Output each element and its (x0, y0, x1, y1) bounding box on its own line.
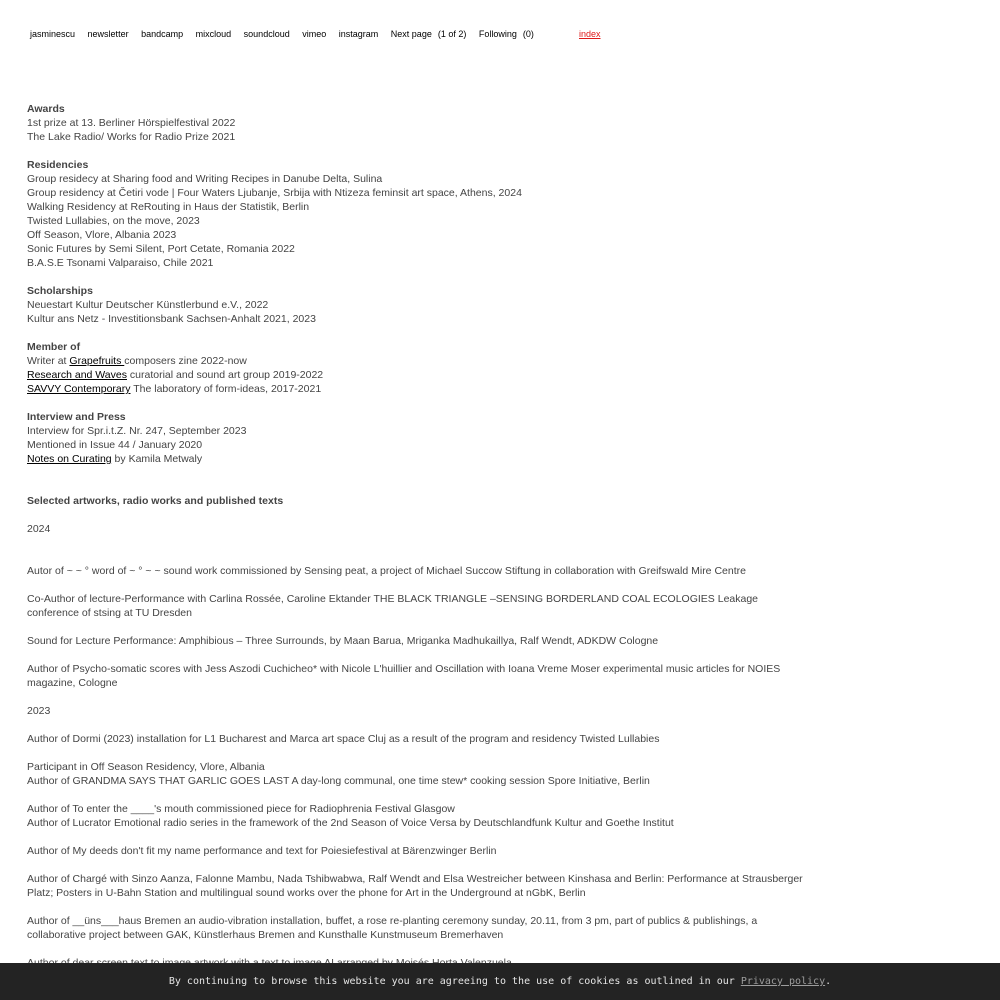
cookie-text: By continuing to browse this website you are agreeing to the use of cookies as outlined in our (168, 976, 741, 987)
scholarship-item: Kultur ans Netz - Investitionsbank Sachsen-Anhalt 2021, 2023 (27, 313, 316, 325)
nav-link-newsletter[interactable]: newsletter (87, 29, 129, 39)
savvy-contemporary-link[interactable]: SAVVY Contemporary (27, 383, 131, 395)
press-item: Mentioned in Issue 44 / January 2020 (27, 439, 203, 451)
residencies-section (27, 158, 812, 270)
press-text: by Kamila Metwaly (111, 453, 203, 465)
nav-link-mixcloud[interactable]: mixcloud (195, 29, 232, 39)
member-item (27, 368, 812, 382)
member-item (27, 354, 812, 368)
artwork-entry: Author of __üns___haus Bremen an audio-vibration installation, buffet, a rose re-planting ceremony sunday, 20.11, from 3 pm, part of publics & publishings, a collaborative project between GAK, Künstlerhaus Bremen and Kunsthalle Kunstmuseum Bremerhaven (27, 915, 758, 941)
residency-item: Group residecy at Sharing food and Writing Recipes in Danube Delta, Sulina (27, 173, 383, 185)
award-item: 1st prize at 13. Berliner Hörspielfestival 2022 (27, 117, 236, 129)
cookie-banner (0, 963, 1000, 1000)
member-text: Writer at (27, 355, 70, 367)
residency-item: Group residency at Četiri vode | Four Waters Ljubanje, Srbija with Ntizeza feminsit art space, Athens, 2024 (27, 187, 522, 199)
member-section (27, 340, 812, 396)
artworks-heading: Selected artworks, radio works and published texts (27, 495, 284, 507)
research-and-waves-link[interactable]: Research and Waves (27, 369, 127, 381)
artwork-entry: Author of Chargé with Sinzo Aanza, Falonne Mambu, Nada Tshibwabwa, Ralf Wendt and Elsa Westreicher between Kinshasa and Berlin: Performance at Strausberger Platz; Posters in U-Bahn Station and multilingual sound works over the phone for Art in the Underground at nGbK, Berlin (27, 873, 803, 899)
residency-item: Walking Residency at ReRouting in Haus der Statistik, Berlin (27, 201, 310, 213)
artwork-entry: Co-Author of lecture-Performance with Carlina Rossée, Caroline Ektander THE BLACK TRIANGLE –SENSING BORDERLAND COAL ECOLOGIES Leakage conference of stsing at TU Dresden (27, 593, 759, 619)
residency-item: Twisted Lullabies, on the move, 2023 (27, 215, 200, 227)
member-text: The laboratory of form-ideas, 2017-2021 (130, 383, 322, 395)
artwork-entry: Author of Dormi (2023) installation for L1 Bucharest and Marca art space Cluj as a result of the program and residency Twisted Lullabies (27, 733, 660, 745)
nav-link-vimeo[interactable]: vimeo (302, 29, 327, 39)
artwork-line: Author of Lucrator Emotional radio series in the framework of the 2nd Season of Voice Versa by Deutschlandfunk Kultur and Goethe Institut (27, 817, 674, 829)
member-text: composers zine 2022-now (124, 355, 247, 367)
artwork-entry: Author of My deeds don't fit my name performance and text for Poiesiefestival at Bärenzwinger Berlin (27, 845, 497, 857)
artwork-entry: Autor of ~ ~ ° word of ~ ° ~ ~ sound work commissioned by Sensing peat, a project of Michael Succow Stiftung in collaboration with Greifswald Mire Centre (27, 565, 746, 577)
nav-link-soundcloud[interactable]: soundcloud (243, 29, 290, 39)
next-page-link[interactable]: Next page (390, 29, 432, 39)
artwork-line: Author of GRANDMA SAYS THAT GARLIC GOES LAST A day-long communal, one time stew* cooking session Spore Initiative, Berlin (27, 775, 650, 787)
award-item: The Lake Radio/ Works for Radio Prize 2021 (27, 131, 236, 143)
nav-link-bandcamp[interactable]: bandcamp (141, 29, 184, 39)
press-section (27, 410, 812, 466)
residency-item: Sonic Futures by Semi Silent, Port Cetate, Romania 2022 (27, 243, 295, 255)
member-item (27, 382, 812, 396)
following-link[interactable]: Following (478, 29, 517, 39)
press-item: Interview for Spr.i.t.Z. Nr. 247, September 2023 (27, 425, 247, 437)
scholarships-section (27, 284, 812, 326)
artwork-line: Participant in Off Season Residency, Vlore, Albania (27, 761, 265, 773)
residencies-heading: Residencies (27, 159, 89, 171)
main-content (27, 102, 812, 984)
awards-section (27, 102, 812, 144)
following-count: (0) (522, 29, 534, 39)
top-navigation (30, 29, 544, 40)
residency-item: Off Season, Vlore, Albania 2023 (27, 229, 177, 241)
index-link[interactable]: index (579, 29, 601, 39)
member-text: curatorial and sound art group 2019-2022 (127, 369, 324, 381)
press-item (27, 452, 812, 466)
member-heading: Member of (27, 341, 81, 353)
residency-item: B.A.S.E Tsonami Valparaiso, Chile 2021 (27, 257, 214, 269)
year-heading-2024: 2024 (27, 523, 51, 535)
nav-link-jasminescu[interactable]: jasminescu (30, 29, 76, 39)
press-heading: Interview and Press (27, 411, 126, 423)
awards-heading: Awards (27, 103, 65, 115)
artwork-line: Author of To enter the ____'s mouth commissioned piece for Radiophrenia Festival Glasgow (27, 803, 455, 815)
page-indicator: (1 of 2) (437, 29, 467, 39)
scholarships-heading: Scholarships (27, 285, 93, 297)
nav-link-instagram[interactable]: instagram (338, 29, 379, 39)
artwork-entry: Author of Psycho-somatic scores with Jess Aszodi Cuchicheo* with Nicole L'huillier and Oscillation with Ioana Vreme Moser experimental music articles for NOIES magazine, Cologne (27, 663, 781, 689)
artwork-entry (27, 760, 812, 788)
artwork-entry: Sound for Lecture Performance: Amphibious – Three Surrounds, by Maan Barua, Mriganka Madhukaillya, Ralf Wendt, ADKDW Cologne (27, 635, 659, 647)
scholarship-item: Neuestart Kultur Deutscher Künstlerbund e.V., 2022 (27, 299, 269, 311)
cookie-text-end: . (825, 976, 832, 987)
grapefruits-link[interactable]: Grapefruits (69, 355, 125, 367)
notes-on-curating-link[interactable]: Notes on Curating (27, 453, 112, 465)
artwork-entry (27, 802, 812, 830)
privacy-policy-link[interactable]: Privacy policy (740, 976, 826, 987)
year-heading-2023: 2023 (27, 705, 51, 717)
